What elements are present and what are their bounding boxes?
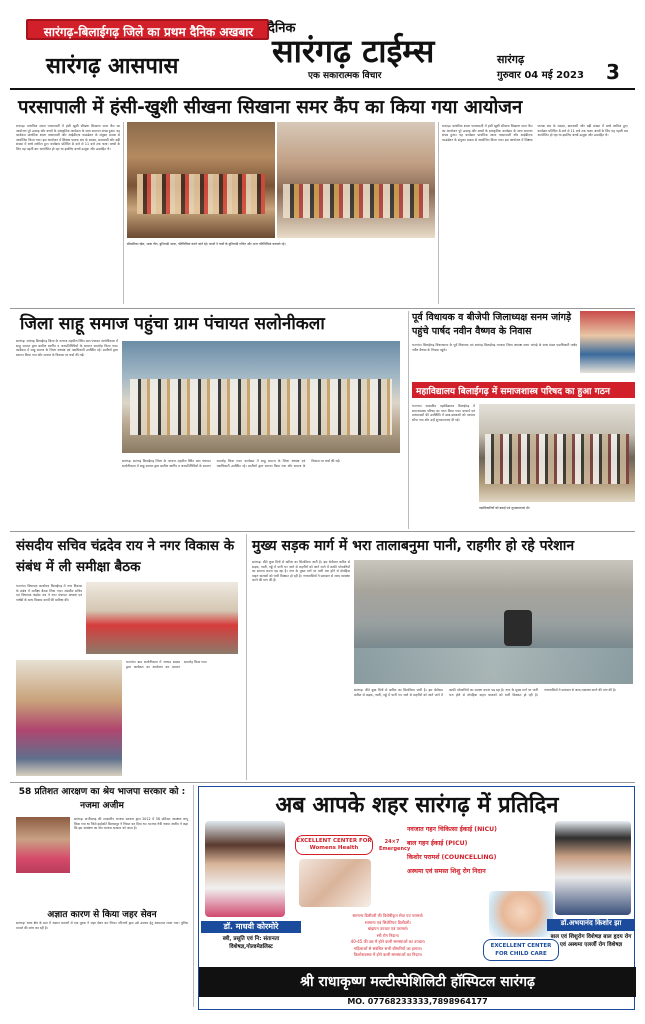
service-item: अस्थमा एवं समस्त शिशु रोग निदान <box>407 868 486 875</box>
story-review-meeting <box>10 534 242 780</box>
ad-services <box>407 823 545 887</box>
caption-summer-camp: सीखनिका खेल, भाषा गीत, बुनियादी भाषा, गतिविधियां करते जाते रहे। बच्चों ने गायों के बुनियादी गणित और अन्य गतिविधियां करवाते रहे। <box>127 242 286 246</box>
paper-slogan: एक सकारात्मक विचार <box>308 71 382 81</box>
caption-sociology-council: पदाधिकारियों को बधाई एवं शुभकामनाएं दी। <box>479 506 530 510</box>
photo-summer-camp-2 <box>277 122 435 238</box>
story-waterlogging <box>250 534 635 780</box>
doctor2-title: बाल एवं शिशुरोग विशेषज्ञ बाल हृदय रोग एवं अस्थमा एलर्जी रोग विशेषज्ञ <box>550 934 632 948</box>
headline-sociology-council: महाविद्यालय बिलाईगढ़ में समाजशास्त्र परिषद का हुआ गठन <box>416 387 610 397</box>
story-sahu-samaj-text-cont: सारंगढ़। सारंगढ़ बिलाईगढ़ जिला के नटराज तहसील स्थित ग्राम पंचायत सलोनीकला में साहू समाज द्वारा ग्रामीण स्वर्गीय व जनप्रतिनिधियों के सम्मान समारोह किया गया। कार्यक्रम में साहू समाज के जिला अध्यक्ष एवं पदाधिकारी उपस्थित रहे। ग्रामीणों द्वारा स्वागत किया गया और समाज के विकास पर चर्चा की गई। <box>122 459 341 468</box>
ad-notes <box>295 913 481 963</box>
note-item: सामान्य एवं सिजेरियन डिलीवरी। <box>364 919 412 925</box>
section-label: सारंगढ़ आसपास <box>46 54 179 79</box>
story-waterlogging-text: सारंगढ़। बीते कुछ दिनों से बारिश का सिलसिला जारी है। इस बेमौसम बारिश से सड़क, नाली, गड्ढे में पानी भर जाने से राहगीरों को आने जाने में काफी परेशानियों का सामना करना पड़ रहा है। नगर के मुख्य मार्ग पर पानी भरा होने से दोपहिया वाहन चालकों को भारी दिक्कत हो रही है। नगरवासियों ने प्रशासन से जल्द व्यवस्था करने की मांग की है। <box>252 560 350 583</box>
doctor1-title: स्त्री, प्रसूति एवं नि: संतानता विशेषज्ञ,गोल्डमेडलिस्ट <box>222 936 280 950</box>
photo-bjp-visit <box>580 311 635 373</box>
service-item: नवजात गहन चिकित्सा ईकाई (NICU) <box>407 826 497 833</box>
photo-sahu-samaj <box>122 341 400 453</box>
dateline-city: सारंगढ़ <box>497 53 525 66</box>
note-item: किशोरावस्था में होने वाली समस्याओं का निदान। <box>353 952 423 957</box>
story-review-meeting-text2: भटगांव। ग्राम सलोनीकला में जनपद सदस्य द्वारा कार्यक्रम का आयोजन कर सम्मान समारोह किया गया। <box>126 660 208 669</box>
story-sahu-samaj-text: सारंगढ़। सारंगढ़ बिलाईगढ़ जिला के नटराज तहसील स्थित ग्राम पंचायत सलोनीकला में साहू समाज द्वारा ग्रामीण स्वर्गीय व जनप्रतिनिधियों के सम्मान समारोह किया गया। कार्यक्रम में साहू समाज के जिला अध्यक्ष एवं पदाधिकारी उपस्थित रहे। ग्रामीणों द्वारा स्वागत किया गया और समाज के विकास पर चर्चा की गई। <box>16 339 118 357</box>
tagline-banner <box>26 19 269 40</box>
headline-sociology-banner <box>412 382 635 398</box>
tagline-text: सारंगढ़-बिलाईगढ़ जिले का प्रथम दैनिक अखबार <box>43 25 254 39</box>
story-sahu-samaj <box>10 311 404 529</box>
photo-baby <box>489 891 553 937</box>
headline-reservation: 58 प्रतिशत आरक्षण का श्रेय भाजपा सरकार को : नजमा अजीम <box>18 787 186 811</box>
photo-najma-azeem <box>16 817 70 873</box>
story-review-meeting-text: भटगांव। विधायक कार्यालय बिलाईगढ़ में नगर विकास के संबंध में समीक्षा बैठक लिया गया। संसदीय सचिव एवं विधायक चंद्रदेव राय ने नगर पंचायत अध्यक्ष एवं पार्षदों के साथ विकास कार्यों की समीक्षा की। <box>16 584 82 602</box>
photo-review-meeting-1 <box>86 582 238 654</box>
hospital-name-banner <box>199 967 636 997</box>
story-summer-camp <box>10 92 635 312</box>
hospital-phone: MO. 07768233333,7898964177 <box>347 997 488 1006</box>
story-summer-camp-text-cont: रायगढ़। प्राथमिक शाला परसापाली में हंसी खुशी सीखना सिखाना समर कैंप का आयोजन पूरे उत्साह और बच्चों के सांस्कृतिक कार्यक्रम के साथ समापन संपन्न हुआ। यह कार्यक्रम प्राथमिक शाला परसापाली और आईडीएफ फाउंडेशन के संयुक्त प्रयास से आयोजित किया गया। इस आयोजन में शिक्षक पालक संघ के सदस्य, ग्रामवासी और बड़ी संख्या में बच्चे शामिल हुए। कार्यक्रम प्रतिदिन 8 बजे से 11 बजे तक चला। बच्चों के लिए यह पहली बार आयोजित हो रहा था इसलिए बच्चों उत्सुक और उत्साहित थे। <box>442 124 628 142</box>
headline-waterlogging: मुख्य सड़क मार्ग में भरा तालाबनुमा पानी, राहगीर हो रहे परेशान <box>252 538 575 554</box>
page-number: 3 <box>606 60 620 84</box>
service-item: किशोर परामर्श (COUNCELLING) <box>407 854 497 861</box>
photo-waterlogging <box>354 560 633 684</box>
headline-bjp-visit: पूर्व विधायक व बीजेपी जिलाध्यक्ष सनम जांगड़े पहुंचे पार्षद नवीन वैष्णव के निवास <box>412 312 572 337</box>
note-item: 40-45 की उम्र में होने वाली समस्याओं का उपचार। <box>350 939 426 944</box>
masthead-divider <box>10 88 635 90</box>
note-item: महिलाओं से संबंधित सभी बीमारियों का इलाज। <box>353 945 423 951</box>
story-reservation <box>10 785 190 905</box>
hospital-ad <box>198 786 635 1010</box>
photo-doctor-male <box>555 821 631 915</box>
emergency-badge: 24×7 Emergency <box>379 839 411 852</box>
note-item: स्त्री रोग निदान। <box>376 932 400 938</box>
service-item: बाल गहन ईकाई (PICU) <box>407 840 468 847</box>
newspaper-page <box>10 10 635 1014</box>
headline-sahu-samaj: जिला साहू समाज पहुंचा ग्राम पंचायत सलोनीकला <box>20 314 325 334</box>
doctor2-name: डॉ.अभयानंद किशोर झा <box>547 919 635 931</box>
note-item: बांझपन उपचार एवं परामर्श। <box>367 926 409 931</box>
photo-mother <box>299 859 371 907</box>
photo-summer-camp-1 <box>127 122 275 238</box>
headline-summer-camp: परसापाली में हंसी-खुशी सीखना सिखाना समर कैंप का किया गया आयोजन <box>18 97 523 118</box>
hospital-name: श्री राधाकृष्ण मल्टीस्पेशिलिटी हॉस्पिटल सारंगढ़ <box>300 974 535 990</box>
story-poison <box>10 907 190 1007</box>
photo-doctor-female <box>205 821 285 917</box>
center1-label: EXCELLENT CENTER FOR Womens Health <box>295 835 373 855</box>
ad-headline: अब आपके शहर सारंगढ़ में प्रतिदिन <box>275 793 559 818</box>
masthead <box>10 10 635 86</box>
story-bjp-visit <box>412 311 635 379</box>
paper-name: सारंगढ़ टाईम्स <box>272 32 435 70</box>
story-sociology-council <box>412 382 635 529</box>
photo-review-meeting-2 <box>16 660 122 776</box>
photo-sociology-council <box>479 404 635 502</box>
paper-daily-label: दैनिक <box>268 21 296 36</box>
center2-label: EXCELLENT CENTER FOR CHILD CARE <box>483 939 559 961</box>
story-poison-text: सारंगढ़। थाना क्षेत्र के ग्राम में अज्ञात कारणों से एक युवक ने जहर सेवन कर लिया। परिजनों द्वारा उसे उपचार हेतु अस्पताल लाया गया। पुलिस मामले की जांच कर रही है। <box>16 921 188 930</box>
dateline-date: गुरुवार 04 मई 2023 <box>497 70 584 81</box>
note-item: सामान्य डिलीवरी की विशेषीकृत सेवा एवं परामर्श। <box>352 913 424 918</box>
headline-poison: अज्ञात कारण से किया जहर सेवन <box>47 910 157 920</box>
headline-review-meeting: संसदीय सचिव चंद्रदेव राय ने नगर विकास के संबंध में ली समीक्षा बैठक <box>16 538 235 575</box>
story-sociology-council-text: भटगांव। शासकीय महाविद्यालय बिलाईगढ़ में समाजशास्त्र परिषद का गठन किया गया। प्राचार्य एवं प्राध्यापकों की उपस्थिति में छात्र-छात्राओं को पदभार सौंपा गया और उन्हें शुभकामनाएं दी गईं। <box>412 404 475 422</box>
story-reservation-text: सारंगढ़। छत्तीसगढ़ की तत्कालीन भाजपा सरकार द्वारा 2012 में 58 प्रतिशत आरक्षण लागू किया गया था जिसे हाईकोर्ट बिलासपुर ने निरस्त कर दिया था। भाजपा नेत्री नजमा अजीम ने कहा कि इस आरक्षण का श्रेय भाजपा सरकार को जाता है। <box>74 817 188 831</box>
story-summer-camp-text: रायगढ़। प्राथमिक शाला परसापाली में हंसी खुशी सीखना सिखाना समर कैंप का आयोजन पूरे उत्साह और बच्चों के सांस्कृतिक कार्यक्रम के साथ समापन संपन्न हुआ। यह कार्यक्रम प्राथमिक शाला परसापाली और आईडीएफ फाउंडेशन के संयुक्त प्रयास से आयोजित किया गया। इस आयोजन में शिक्षक पालक संघ के सदस्य, ग्रामवासी और बड़ी संख्या में बच्चे शामिल हुए। कार्यक्रम प्रतिदिन 8 बजे से 11 बजे तक चला। बच्चों के लिए यह पहली बार आयोजित हो रहा था इसलिए बच्चों उत्सुक और उत्साहित थे। <box>16 124 120 151</box>
story-bjp-visit-text: भटगांव। बिलाईगढ़ विधानसभा के पूर्व विधायक एवं सारंगढ़ बिलाईगढ़ भाजपा जिला अध्यक्ष सनम जांगड़े के साथ मंडल पदाधिकारी पार्षद नवीन वैष्णव के निवास पहुंचे। <box>412 343 577 352</box>
story-waterlogging-text-cont: सारंगढ़। बीते कुछ दिनों से बारिश का सिलसिला जारी है। इस बेमौसम बारिश से सड़क, नाली, गड्ढे में पानी भर जाने से राहगीरों को आने जाने में काफी परेशानियों का सामना करना पड़ रहा है। नगर के मुख्य मार्ग पर पानी भरा होने से दोपहिया वाहन चालकों को भारी दिक्कत हो रही है। नगरवासियों ने प्रशासन से जल्द व्यवस्था करने की मांग की है। <box>354 688 616 697</box>
doctor1-name: डॉ. माधवी कोरमोरे <box>201 921 301 933</box>
